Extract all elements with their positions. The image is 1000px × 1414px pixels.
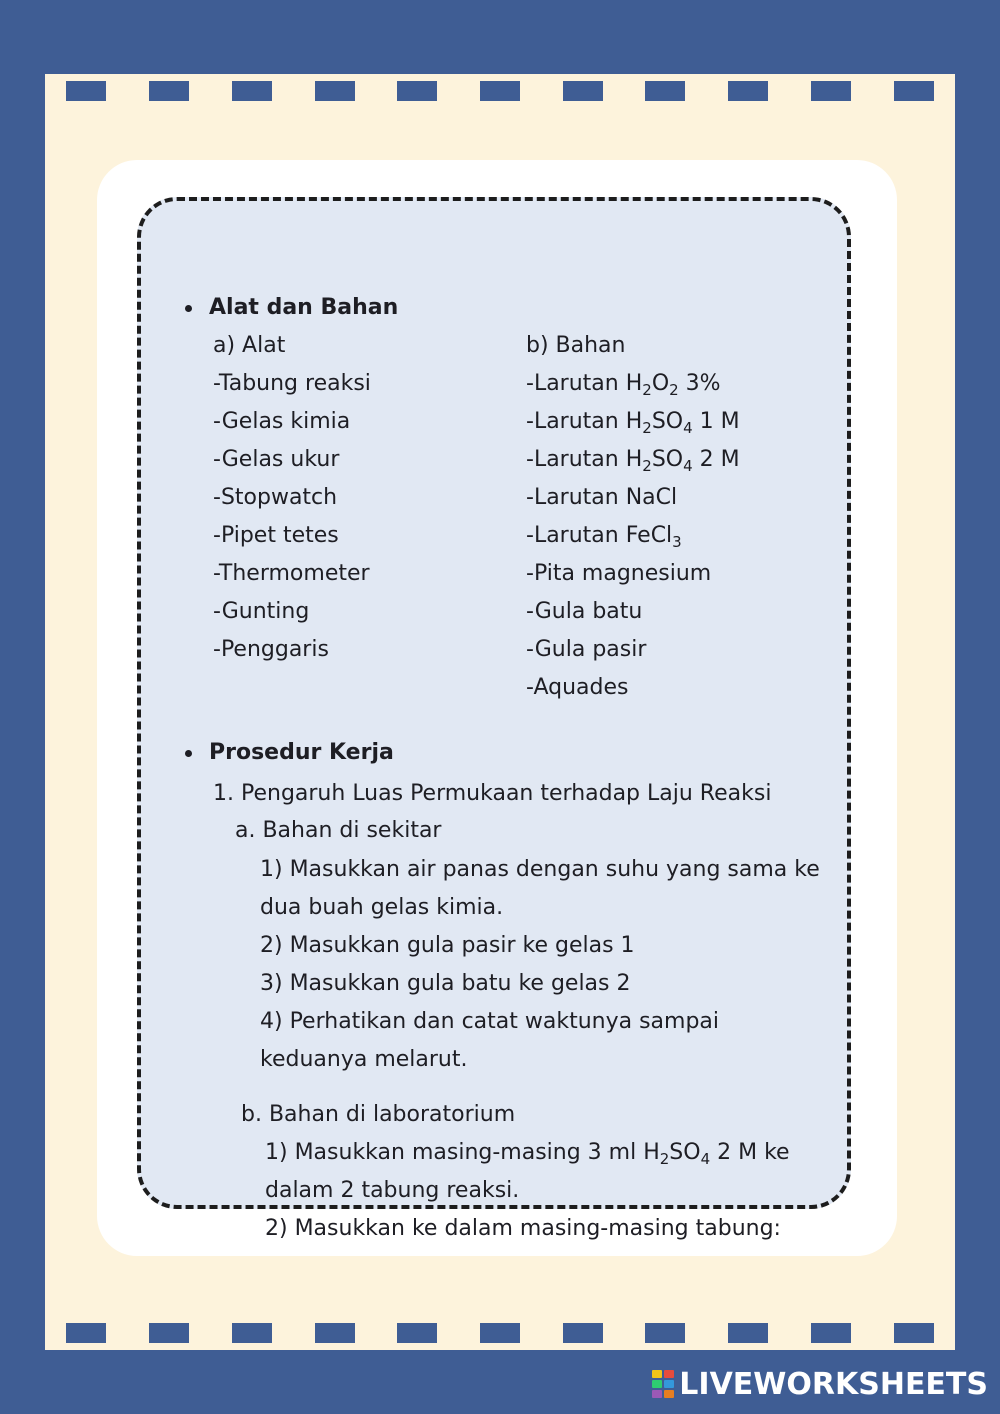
sub-b-title: b. Bahan di laboratorium xyxy=(241,1102,516,1127)
sub-b-line: 1) Masukkan masing-masing 3 ml $H_2SO_4$ 2 M ke xyxy=(265,1140,790,1168)
bahan-item: -Larutan FeCl$_3$ xyxy=(526,523,682,551)
bottom-border-pattern xyxy=(45,1316,955,1350)
alat-item: -Stopwatch xyxy=(213,485,338,510)
section-heading-procedure: Prosedur Kerja xyxy=(209,740,394,765)
sub-a-line: 2) Masukkan gula pasir ke gelas 1 xyxy=(260,933,635,958)
sub-a-line: 3) Masukkan gula batu ke gelas 2 xyxy=(260,971,631,996)
logo-blocks-icon xyxy=(652,1370,674,1398)
top-border-pattern xyxy=(45,74,955,108)
liveworksheets-logo xyxy=(652,1364,988,1404)
procedure-item-1: 1. Pengaruh Luas Permukaan terhadap Laju Reaksi xyxy=(213,781,772,806)
bahan-item: -Larutan $H_2SO_4$ 2 M xyxy=(526,447,740,475)
alat-item: -Gelas ukur xyxy=(213,447,340,472)
sub-a-title: a. Bahan di sekitar xyxy=(235,818,442,843)
watermark-text: LIVEWORKSHEETS xyxy=(679,1366,988,1402)
sub-b-line: dalam 2 tabung reaksi. xyxy=(265,1178,520,1203)
bahan-item: -Larutan NaCl xyxy=(526,485,678,510)
alat-title: a) Alat xyxy=(213,333,286,358)
bahan-item: -Aquades xyxy=(526,675,629,700)
bahan-item: -Pita magnesium xyxy=(526,561,712,586)
alat-item: -Gunting xyxy=(213,599,310,624)
alat-item: -Thermometer xyxy=(213,561,370,586)
bahan-item: -Larutan $H_2SO_4$ 1 M xyxy=(526,409,740,437)
alat-item: -Tabung reaksi xyxy=(213,371,371,396)
section-heading-tools: Alat dan Bahan xyxy=(209,295,399,320)
sub-a-line: 1) Masukkan air panas dengan suhu yang sama ke xyxy=(260,857,820,882)
sub-a-line: dua buah gelas kimia. xyxy=(260,895,504,920)
sub-b-line: 2) Masukkan ke dalam masing-masing tabung: xyxy=(265,1216,781,1241)
bahan-item: -Larutan $H_2O_2$ 3% xyxy=(526,371,721,399)
sub-a-line: 4) Perhatikan dan catat waktunya sampai xyxy=(260,1009,720,1034)
bahan-item: -Gula pasir xyxy=(526,637,647,662)
bahan-title: b) Bahan xyxy=(526,333,626,358)
worksheet-page xyxy=(45,74,955,1350)
alat-item: -Gelas kimia xyxy=(213,409,351,434)
alat-item: -Penggaris xyxy=(213,637,329,662)
content-card xyxy=(137,197,851,1241)
bahan-item: -Gula batu xyxy=(526,599,643,624)
bullet-icon xyxy=(185,305,192,312)
bullet-icon xyxy=(185,750,192,757)
sub-a-line: keduanya melarut. xyxy=(260,1047,468,1072)
alat-item: -Pipet tetes xyxy=(213,523,339,548)
